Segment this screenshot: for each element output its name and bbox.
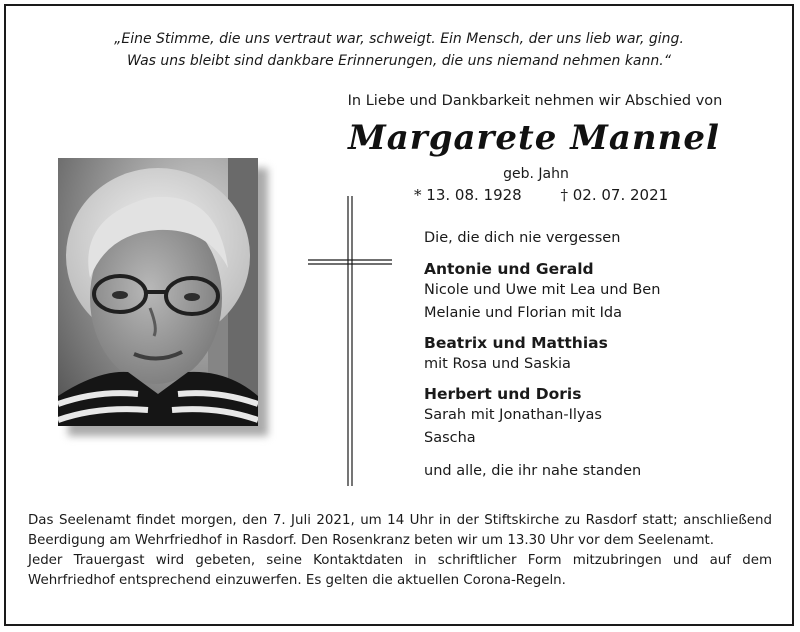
funeral-service-paragraph: Das Seelenamt findet morgen, den 7. Juli 2021, um 14 Uhr in der Stiftskirche zu Rasdorf statt; anschließend Beerdigung am Wehrfriedhof in Rasdorf. Den Rosenkranz beten wir um 13.30 Uhr vor dem Seelenamt.	[28, 513, 772, 548]
mourners-list	[424, 230, 784, 479]
death-date-group	[560, 186, 668, 204]
quote-line-2: Was uns bleibt sind dankbare Erinnerungen, die uns niemand nehmen kann.“	[127, 53, 671, 69]
mourner-member: mit Rosa und Saskia	[424, 356, 571, 372]
obituary-notice	[4, 4, 794, 626]
mourner-group	[424, 334, 784, 379]
memorial-quote	[6, 28, 792, 72]
mourner-member: Nicole und Uwe mit Lea und Ben	[424, 282, 661, 298]
portrait-image	[58, 158, 258, 426]
maiden-name: geb. Jahn	[503, 166, 569, 182]
birth-date: 13. 08. 1928	[426, 186, 522, 204]
birth-symbol: *	[414, 186, 422, 204]
death-symbol: †	[560, 186, 568, 204]
mourner-member: Sascha	[424, 430, 476, 446]
mourners-closing: und alle, die ihr nahe standen	[424, 463, 642, 479]
service-details	[28, 511, 772, 591]
cross-icon	[308, 196, 392, 486]
mourner-member: Melanie und Florian mit Ida	[424, 305, 623, 321]
mourner-group	[424, 385, 784, 453]
mourner-group-name: Antonie und Gerald	[424, 260, 594, 278]
life-dates	[414, 186, 674, 204]
mourner-group-name: Herbert und Doris	[424, 385, 582, 403]
mourner-group	[424, 260, 784, 328]
portrait-illustration	[58, 158, 258, 426]
mourner-group-name: Beatrix und Matthias	[424, 334, 608, 352]
covid-notice-paragraph: Jeder Trauergast wird gebeten, seine Kontaktdaten in schriftlicher Form mitzubringen und auf dem Wehrfriedhof entsprechend einzuwerfen. Es gelten die aktuellen Corona-Regeln.	[28, 553, 772, 588]
portrait-photo	[58, 158, 258, 426]
birth-date-group	[414, 186, 522, 204]
farewell-intro: In Liebe und Dankbarkeit nehmen wir Abschied von	[347, 93, 723, 109]
deceased-name: Margarete Mannel	[348, 118, 720, 158]
quote-line-1: „Eine Stimme, die uns vertraut war, schweigt. Ein Mensch, der uns lieb war, ging.	[114, 31, 684, 47]
mourners-lead: Die, die dich nie vergessen	[424, 230, 621, 246]
death-date: 02. 07. 2021	[572, 186, 669, 204]
mourner-member: Sarah mit Jonathan-Ilyas	[424, 407, 602, 423]
